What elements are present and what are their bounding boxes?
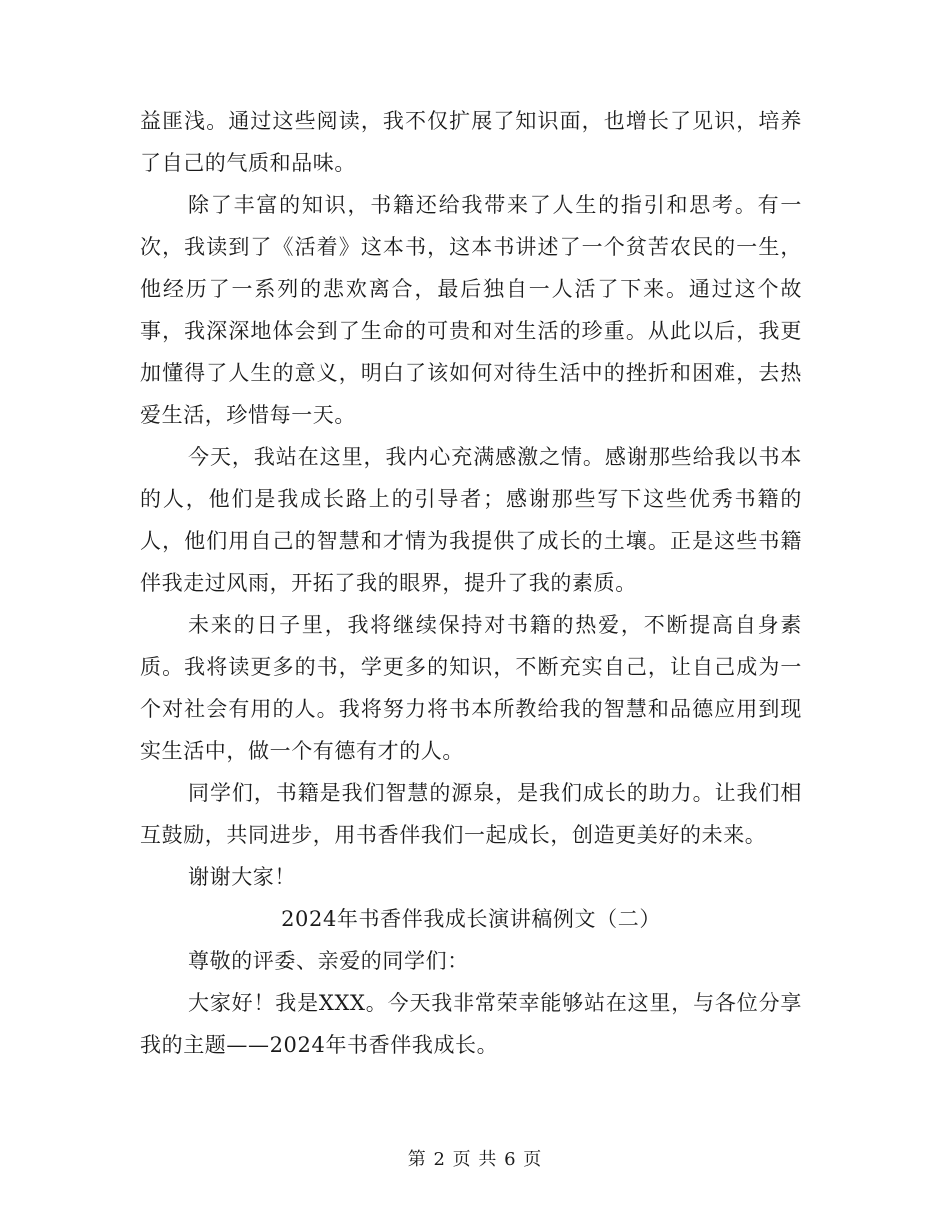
paragraph-call-to-action: 同学们，书籍是我们智慧的源泉，是我们成长的助力。让我们相互鼓励，共同进步，用书香伴我们一起成长，创造更美好的未来。 — [140, 781, 802, 847]
paragraph-thanks: 谢谢大家！ — [188, 865, 296, 889]
section-title: 2024年书香伴我成长演讲稿例文（二） — [281, 907, 661, 931]
paragraph-continued: 益匪浅。通过这些阅读，我不仅扩展了知识面，也增长了见识，培养了自己的气质和品味。 — [140, 109, 802, 175]
document-body — [140, 100, 802, 1066]
paragraph-introduction: 大家好！我是XXX。今天我非常荣幸能够站在这里，与各位分享我的主题——2024年书香伴我成长。 — [140, 991, 802, 1057]
paragraph-gratitude: 今天，我站在这里，我内心充满感激之情。感谢那些给我以书本的人，他们是我成长路上的引导者；感谢那些写下这些优秀书籍的人，他们用自己的智慧和才情为我提供了成长的土壤。正是这些书籍伴我走过风雨，开拓了我的眼界，提升了我的素质。 — [140, 445, 802, 595]
paragraph-reading-guidance: 除了丰富的知识，书籍还给我带来了人生的指引和思考。有一次，我读到了《活着》这本书，这本书讲述了一个贫苦农民的一生，他经历了一系列的悲欢离合，最后独自一人活了下来。通过这个故事，我深深地体会到了生命的可贵和对生活的珍重。从此以后，我更加懂得了人生的意义，明白了该如何对待生活中的挫折和困难，去热爱生活，珍惜每一天。 — [140, 193, 802, 427]
page-footer: 第 2 页 共 6 页 — [407, 1149, 543, 1170]
paragraph-future: 未来的日子里，我将继续保持对书籍的热爱，不断提高自身素质。我将读更多的书，学更多的知识，不断充实自己，让自己成为一个对社会有用的人。我将努力将书本所教给我的智慧和品德应用到现实生活中，做一个有德有才的人。 — [140, 613, 802, 763]
paragraph-salutation: 尊敬的评委、亲爱的同学们： — [188, 949, 469, 973]
